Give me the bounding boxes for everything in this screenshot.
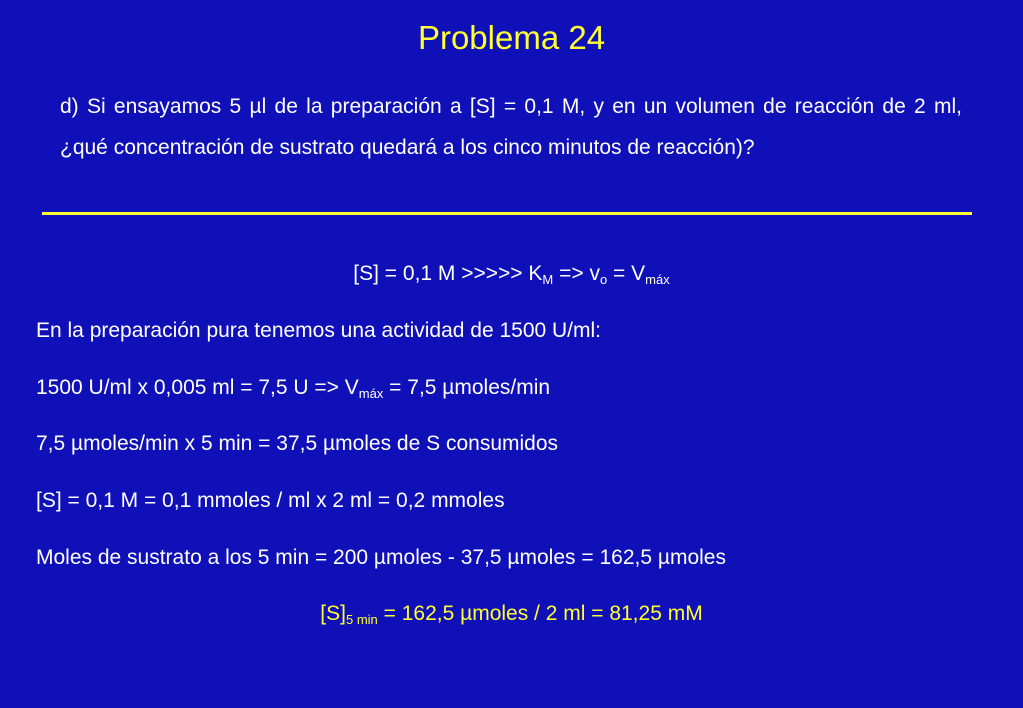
question-text: d) Si ensayamos 5 µl de la preparación a [S] = 0,1 M, y en un volumen de reacción de 2 ml, ¿qué concentración de sustrato quedará a los cinco minutos de reacción)? — [60, 95, 962, 159]
initial-moles-line: [S] = 0,1 M = 0,1 mmoles / ml x 2 ml = 0,2 mmoles — [36, 489, 505, 512]
remaining-moles-line: Moles de sustrato a los 5 min = 200 µmoles - 37,5 µmoles = 162,5 µmoles — [36, 546, 726, 569]
line1-part-a: [S] = 0,1 M >>>>> K — [353, 262, 543, 285]
line3-part-b: = 7,5 µmoles/min — [383, 376, 551, 399]
line1-part-b: => v — [553, 262, 600, 285]
result-sub-time: 5 min — [345, 612, 378, 627]
line1-sub-o: o — [599, 272, 608, 287]
result-part-b: = 162,5 µmoles / 2 ml = 81,25 mM — [377, 602, 703, 625]
line3-part-a: 1500 U/ml x 0,005 ml = 7,5 U => V — [36, 376, 359, 399]
line1-sub-km: M — [542, 272, 554, 287]
divider-line — [42, 212, 972, 215]
line3-sub-max: máx — [358, 386, 384, 401]
line1-sub-max: máx — [645, 272, 670, 287]
line1-part-c: = V — [607, 262, 646, 285]
result-line — [0, 600, 1023, 628]
vmax-line — [36, 374, 550, 402]
consumed-line: 7,5 µmoles/min x 5 min = 37,5 µmoles de S consumidos — [36, 432, 559, 455]
activity-line: En la preparación pura tenemos una actividad de 1500 U/ml: — [36, 319, 602, 342]
result-part-a: [S] — [320, 602, 346, 625]
slide-title: Problema 24 — [417, 19, 606, 56]
substrate-saturation-line — [0, 260, 1023, 288]
